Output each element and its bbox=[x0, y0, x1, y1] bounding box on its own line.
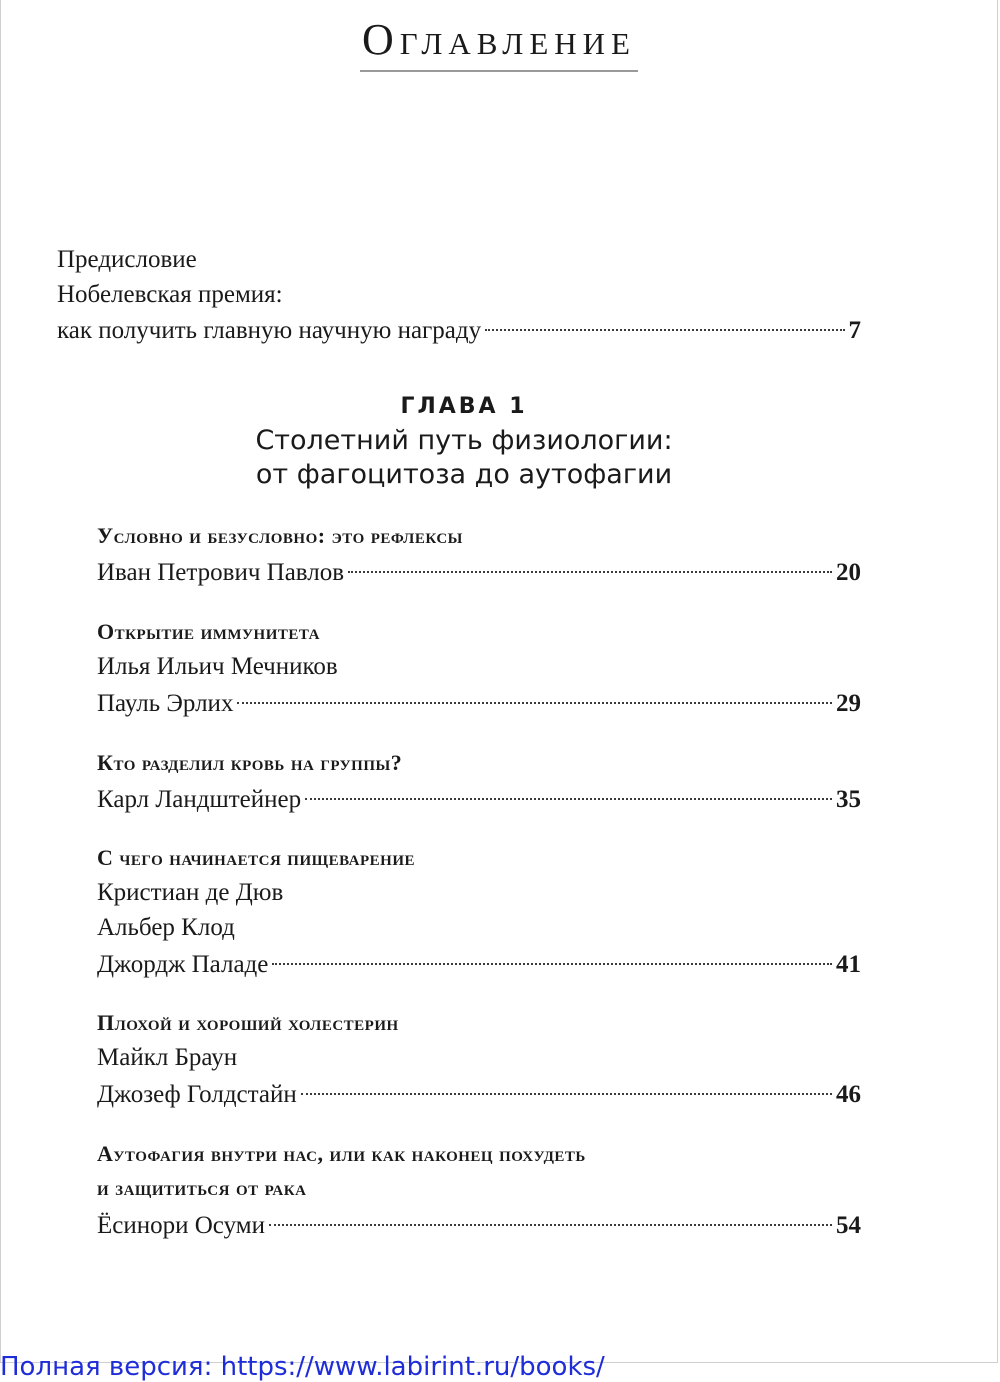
author-name: Альбер Клод bbox=[97, 914, 235, 941]
section-heading: Кто разделил кровь на группы? bbox=[97, 750, 403, 775]
dot-leader bbox=[237, 702, 832, 704]
preface-line-1: Предисловие bbox=[57, 246, 197, 273]
toc-entry-name: Иван Петрович Павлов bbox=[97, 559, 345, 586]
dot-leader bbox=[348, 571, 832, 573]
toc-entry-name: Карл Ландштейнер bbox=[97, 786, 302, 813]
toc-entry[interactable] bbox=[97, 948, 861, 982]
dot-leader bbox=[485, 329, 844, 331]
page-number: 54 bbox=[836, 1212, 861, 1239]
page-number: 7 bbox=[848, 317, 861, 344]
chapter-label: ГЛАВА 1 bbox=[400, 394, 528, 419]
section-heading: Открытие иммунитета bbox=[97, 619, 320, 644]
page-number: 41 bbox=[836, 951, 861, 978]
toc-entry[interactable] bbox=[97, 556, 861, 590]
section-heading-continued: и защититься от рака bbox=[97, 1175, 307, 1200]
toc-entry-preface[interactable] bbox=[57, 314, 861, 348]
section-heading: Аутофагия внутри нас, или как наконец похудеть bbox=[97, 1141, 586, 1166]
toc-entry-name: Джордж Паладе bbox=[97, 951, 269, 978]
toc-entry-name: Ёсинори Осуми bbox=[97, 1212, 265, 1239]
page-number: 20 bbox=[836, 559, 861, 586]
section-heading: С чего начинается пищеварение bbox=[97, 845, 416, 870]
section-heading: Условно и безусловно: это рефлексы bbox=[97, 523, 463, 548]
toc-entry-name: как получить главную научную награду bbox=[57, 317, 482, 344]
full-version-link[interactable]: Полная версия: https://www.labirint.ru/books/ bbox=[0, 1352, 605, 1382]
author-name: Кристиан де Дюв bbox=[97, 879, 284, 906]
page-number: 29 bbox=[836, 690, 861, 717]
dot-leader bbox=[301, 1093, 832, 1095]
section-heading: Плохой и хороший холестерин bbox=[97, 1010, 399, 1035]
page-title: Оглавление bbox=[360, 14, 638, 72]
page-number: 35 bbox=[836, 786, 861, 813]
toc-entry[interactable] bbox=[97, 687, 861, 721]
dot-leader bbox=[269, 1224, 832, 1226]
preface-line-2: Нобелевская премия: bbox=[57, 281, 283, 308]
author-name: Илья Ильич Мечников bbox=[97, 653, 338, 680]
toc-entry[interactable] bbox=[97, 1209, 861, 1243]
chapter-subtitle-line-1: Столетний путь физиологии: bbox=[255, 425, 673, 456]
toc-entry-name: Джозеф Голдстайн bbox=[97, 1081, 297, 1108]
page-number: 46 bbox=[836, 1081, 861, 1108]
toc-entry[interactable] bbox=[97, 783, 861, 817]
title-wrap bbox=[1, 14, 997, 72]
chapter-subtitle-line-2: от фагоцитоза до аутофагии bbox=[255, 459, 673, 490]
dot-leader bbox=[305, 798, 832, 800]
toc-entry-name: Пауль Эрлих bbox=[97, 690, 234, 717]
dot-leader bbox=[272, 963, 832, 965]
toc-entry[interactable] bbox=[97, 1078, 861, 1112]
author-name: Майкл Браун bbox=[97, 1044, 238, 1071]
